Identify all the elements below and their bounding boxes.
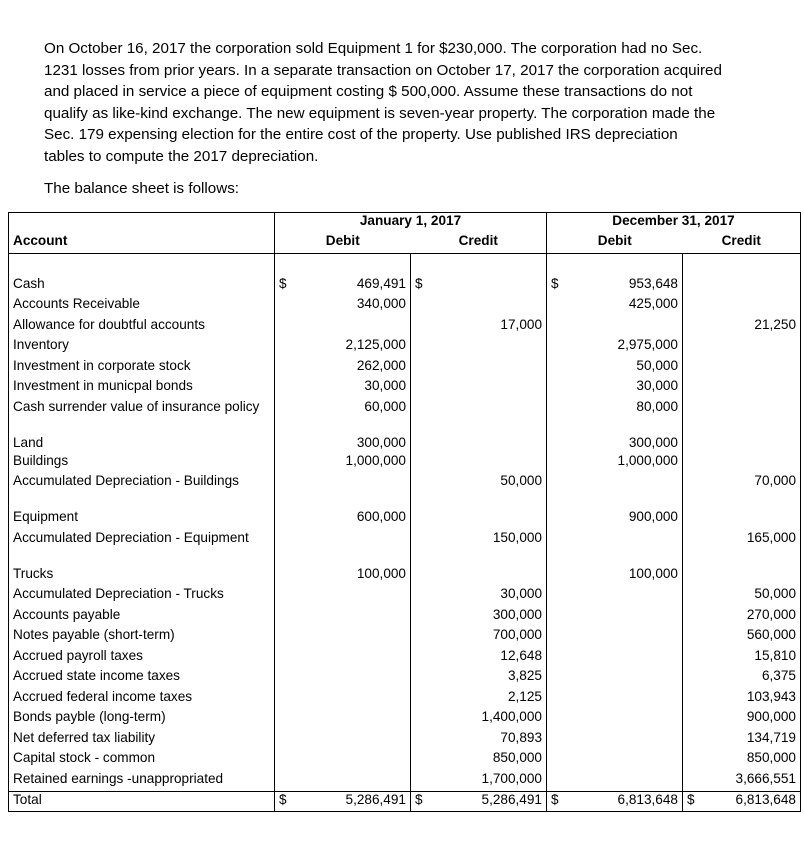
table-row [9,750,801,771]
dec-debit [547,648,683,669]
table-row [9,627,801,648]
jan-credit [411,689,547,710]
cell-value: 3,825 [507,668,542,683]
intro-line: tables to compute the 2017 depreciation. [44,147,319,165]
account-name: Accrued federal income taxes [9,689,275,710]
cell-value: 3,666,551 [735,770,796,786]
dec-credit [683,435,801,453]
balance-sheet-table [8,212,801,812]
cell-value: 6,813,648 [735,791,796,807]
dec-credit [683,509,801,530]
intro-line: and placed in service a piece of equipment costing $ 500,000. Assume these transactions do not [44,83,693,100]
total-label: Total [9,791,275,812]
dec-debit [547,771,683,792]
intro-line: 1231 losses from prior years. In a separate transaction on October 17, 2017 the corporation acquired [44,61,722,79]
debit-header-1: Debit [275,233,411,254]
cell-value: 30,000 [364,378,406,393]
credit-header-2: Credit [683,233,801,254]
cell-value: 5,286,491 [345,791,406,807]
cell-value: 50,000 [500,473,542,488]
jan-credit [411,276,547,297]
cell-value: 700,000 [492,627,542,642]
account-name: Cash [9,276,275,297]
dec-credit [683,566,801,587]
jan-debit [275,435,411,453]
account-name: Allowance for doubtful accounts [9,317,275,338]
cell-value: 425,000 [628,296,678,311]
jan-credit [411,435,547,453]
cell-value: 15,810 [754,647,796,663]
dec-credit [683,771,801,792]
period1-header: January 1, 2017 [275,213,547,234]
dec-debit [547,358,683,379]
jan-debit-total [275,791,411,812]
cell-value: 270,000 [746,606,796,622]
table-row [9,709,801,730]
jan-debit [275,530,411,566]
jan-debit [275,276,411,297]
dec-debit [547,627,683,648]
dec-debit [547,509,683,530]
account-name: Accrued state income taxes [9,668,275,689]
account-name: Buildings [9,453,275,474]
dec-credit [683,358,801,379]
jan-credit [411,453,547,474]
jan-debit [275,358,411,379]
intro-line: qualify as like-kind exchange. The new equipment is seven-year property. The corporation made the [44,104,716,122]
jan-credit [411,607,547,628]
cell-value: 100,000 [356,565,406,581]
table-row [9,771,801,792]
dec-debit [547,730,683,751]
jan-debit [275,668,411,689]
account-name: Accounts payable [9,607,275,628]
jan-credit-total [411,791,547,812]
cell-value: 21,250 [754,316,796,332]
credit-header-1: Credit [458,233,498,248]
jan-debit [275,627,411,648]
dec-debit [547,276,683,297]
table-row [9,399,801,435]
dec-debit [547,689,683,710]
dec-debit [547,750,683,771]
jan-credit [411,668,547,689]
cell-value: 600,000 [356,509,406,524]
account-name: Accumulated Depreciation - Equipment [9,530,275,566]
intro-line: Sec. 179 expensing election for the entire cost of the property. Use published IRS depreciation [44,126,678,143]
dec-credit-total [683,791,801,812]
table-row [9,566,801,587]
cell-value: 850,000 [746,750,796,765]
debit-header-2: Debit [547,233,683,254]
cell-value: 262,000 [356,357,406,373]
cell-value: 70,000 [754,473,796,488]
jan-debit [275,709,411,730]
dec-debit [547,473,683,509]
account-name: Notes payable (short-term) [9,627,275,648]
balance-sheet-label: The balance sheet is follows: [44,180,240,197]
table-row [9,586,801,607]
table-row [9,296,801,317]
table-row [9,607,801,628]
cell-value: 60,000 [364,398,406,414]
dec-credit [683,730,801,751]
cell-value: 1,400,000 [481,709,542,724]
currency-symbol: $ [687,791,695,807]
cell-value: 300,000 [628,434,678,450]
dec-debit [547,668,683,689]
dec-credit [683,750,801,771]
account-name: Net deferred tax liability [9,730,275,751]
total-row [9,791,801,812]
dec-debit [547,378,683,399]
table-row [9,453,801,474]
table-row [9,530,801,566]
jan-credit [411,709,547,730]
account-name: Cash surrender value of insurance policy [9,399,275,435]
cell-value: 2,975,000 [617,337,678,352]
table-row [9,378,801,399]
currency-symbol: $ [551,791,559,807]
cell-value: 100,000 [628,565,678,581]
jan-debit [275,750,411,771]
jan-debit [275,317,411,338]
jan-credit [411,730,547,751]
cell-value: 17,000 [500,316,542,332]
dec-credit [683,378,801,399]
table-row [9,317,801,338]
jan-debit [275,337,411,358]
currency-symbol: $ [279,275,287,291]
cell-value: 1,000,000 [617,452,678,468]
intro-line: On October 16, 2017 the corporation sold Equipment 1 for $230,000. The corporation had no Sec. [44,40,703,57]
period-header-row [9,213,801,234]
dec-credit [683,648,801,669]
dec-debit [547,566,683,587]
cell-value: 6,375 [761,668,796,683]
cell-value: 5,286,491 [481,791,542,807]
jan-debit [275,689,411,710]
jan-credit [411,473,547,509]
dec-debit [547,586,683,607]
account-name: Retained earnings -unappropriated [9,771,275,792]
jan-debit [275,586,411,607]
dec-credit [683,453,801,474]
cell-value: 900,000 [746,709,796,724]
cell-value: 150,000 [492,529,542,545]
dec-credit [683,689,801,710]
dec-debit [547,399,683,435]
dec-credit [683,317,801,338]
account-name: Accrued payroll taxes [9,648,275,669]
dec-debit [547,435,683,453]
dec-credit [683,627,801,648]
account-name: Trucks [9,566,275,587]
jan-credit [411,399,547,435]
jan-debit [275,730,411,751]
account-name: Accumulated Depreciation - Buildings [9,473,275,509]
cell-value: 80,000 [636,398,678,414]
jan-debit [275,509,411,530]
dec-credit [683,709,801,730]
cell-value: 6,813,648 [617,791,678,807]
jan-credit [411,566,547,587]
cell-value: 12,648 [500,647,542,663]
cell-value: 30,000 [500,586,542,601]
cell-value: 469,491 [356,275,406,291]
dec-credit [683,296,801,317]
currency-symbol: $ [279,791,287,807]
cell-value: 50,000 [754,586,796,601]
cell-value: 2,125,000 [345,337,406,352]
table-row [9,276,801,297]
cell-value: 850,000 [492,750,542,765]
dec-credit [683,399,801,435]
table-row [9,337,801,358]
account-name: Investment in corporate stock [9,358,275,379]
dec-debit [547,296,683,317]
account-name: Inventory [9,337,275,358]
cell-value: 50,000 [636,357,678,373]
table-row [9,668,801,689]
account-name: Investment in municpal bonds [9,378,275,399]
account-name: Accumulated Depreciation - Trucks [9,586,275,607]
table-row [9,509,801,530]
dec-debit-total [547,791,683,812]
cell-value: 165,000 [746,529,796,545]
cell-value: 300,000 [492,606,542,622]
cell-value: 2,125 [507,688,542,704]
table-row [9,730,801,751]
jan-credit [411,750,547,771]
jan-credit [411,337,547,358]
cell-value: 1,700,000 [481,770,542,786]
table-row [9,358,801,379]
jan-credit [411,358,547,379]
cell-value: 900,000 [628,509,678,524]
dec-debit [547,709,683,730]
table-row [9,473,801,509]
jan-debit [275,399,411,435]
currency-symbol: $ [415,275,423,291]
jan-debit [275,378,411,399]
cell-value: 300,000 [356,434,406,450]
jan-credit [411,648,547,669]
currency-symbol: $ [551,275,559,291]
jan-debit [275,296,411,317]
dec-credit [683,473,801,509]
jan-credit [411,378,547,399]
jan-debit [275,566,411,587]
cell-value: 70,893 [500,729,542,745]
dec-debit [547,337,683,358]
jan-credit [411,296,547,317]
period2-header: December 31, 2017 [547,213,801,234]
jan-debit [275,648,411,669]
dec-debit [547,607,683,628]
cell-value: 560,000 [746,627,796,642]
dec-debit [547,453,683,474]
jan-credit [411,530,547,566]
jan-credit [411,317,547,338]
account-name: Capital stock - common [9,750,275,771]
cell-value: 134,719 [746,729,796,745]
column-header-row [9,233,801,254]
dec-credit [683,530,801,566]
table-row [9,435,801,453]
jan-credit [411,509,547,530]
problem-statement [44,38,774,167]
cell-value: 1,000,000 [345,452,406,468]
cell-value: 30,000 [636,378,678,393]
dec-credit [683,276,801,297]
jan-credit [411,627,547,648]
jan-debit [275,473,411,509]
account-name: Land [9,435,275,453]
jan-debit [275,607,411,628]
dec-credit [683,668,801,689]
cell-value: 340,000 [356,296,406,311]
dec-debit [547,530,683,566]
jan-credit [411,586,547,607]
dec-debit [547,317,683,338]
spacer-row [9,254,801,276]
dec-credit [683,607,801,628]
currency-symbol: $ [415,791,423,807]
table-row [9,648,801,669]
dec-credit [683,337,801,358]
account-header: Account [9,233,275,254]
account-name: Bonds payble (long-term) [9,709,275,730]
account-name: Equipment [9,509,275,530]
dec-credit [683,586,801,607]
cell-value: 953,648 [628,275,678,291]
account-name: Accounts Receivable [9,296,275,317]
table-row [9,689,801,710]
jan-debit [275,453,411,474]
jan-credit [411,771,547,792]
cell-value: 103,943 [746,688,796,704]
jan-debit [275,771,411,792]
